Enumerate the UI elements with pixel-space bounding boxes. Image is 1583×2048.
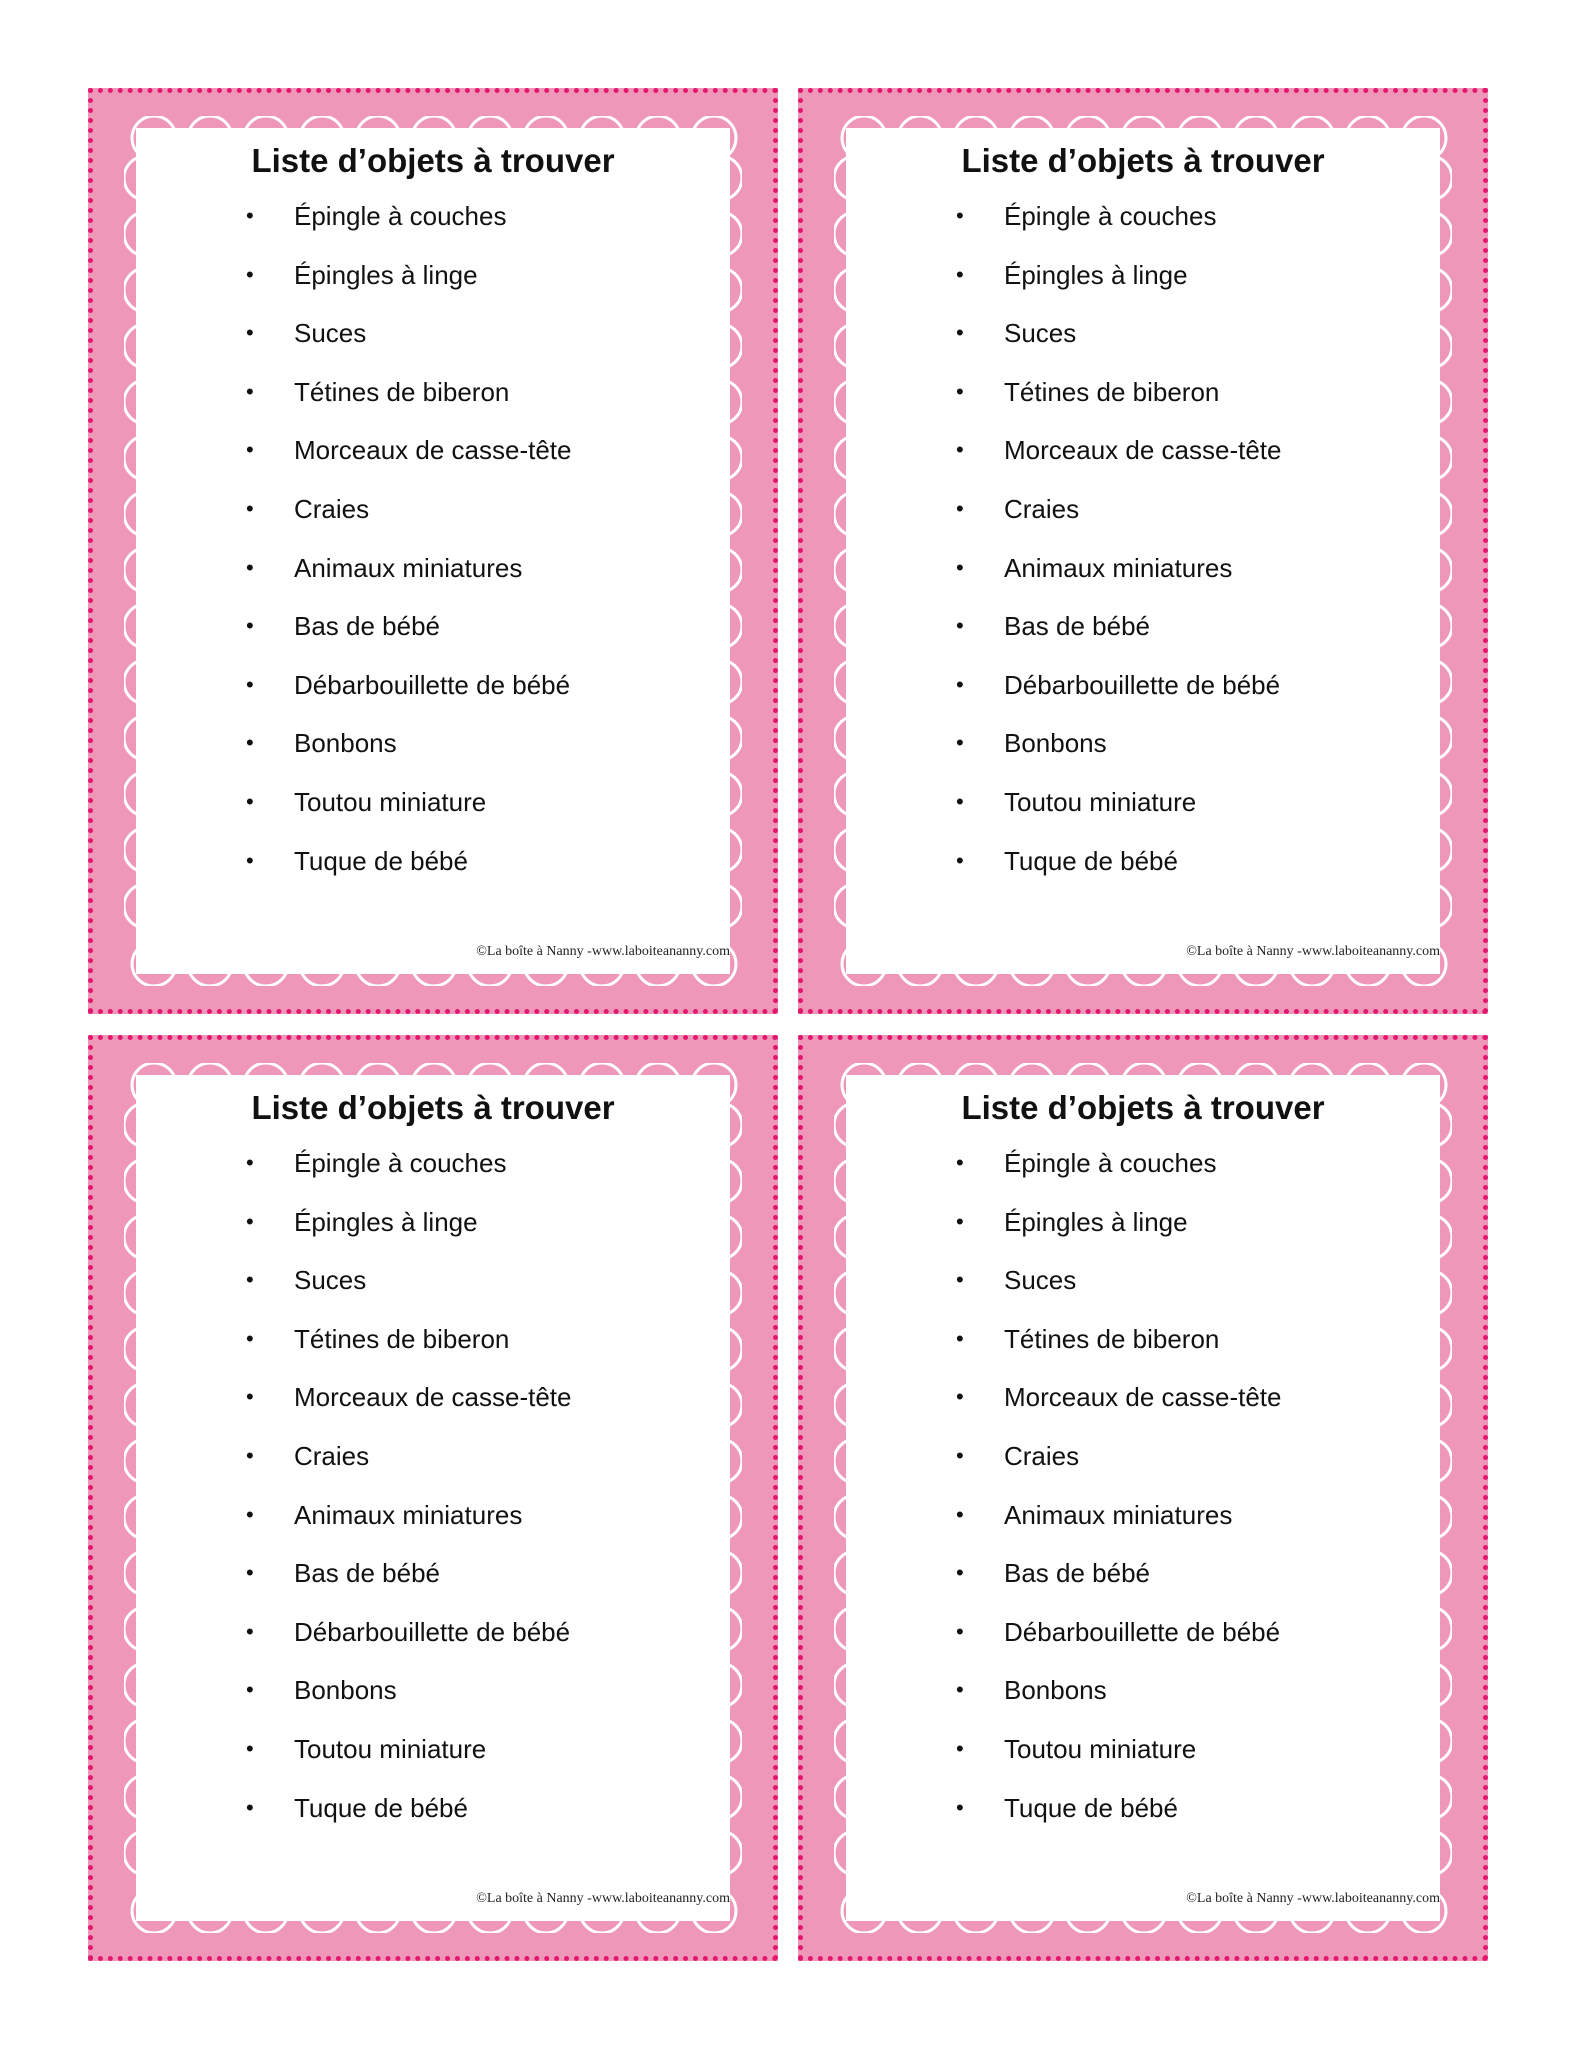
bullet-icon: • xyxy=(246,1618,254,1644)
list-item: • Bas de bébé xyxy=(246,611,441,642)
card-title: Liste d’objets à trouver xyxy=(251,1089,615,1126)
item-list xyxy=(246,201,720,904)
copyright-credit: ©La boîte à Nanny -www.laboiteananny.com xyxy=(476,1891,730,1906)
bullet-icon: • xyxy=(956,203,964,228)
card-panel xyxy=(136,1075,730,1921)
bullet-icon: • xyxy=(956,378,964,404)
list-item: • Morceaux de casse-tête xyxy=(246,435,572,466)
copyright-credit: ©La boîte à Nanny -www.laboiteananny.com xyxy=(476,944,730,959)
list-item: • Bonbons xyxy=(956,728,1107,759)
bullet-icon: • xyxy=(246,1267,254,1293)
card-panel xyxy=(846,1075,1440,1921)
bullet-icon: • xyxy=(956,495,964,521)
list-item: • Morceaux de casse-tête xyxy=(956,435,1282,466)
item-list xyxy=(246,1148,720,1851)
list-item: • Épingle à couches xyxy=(246,1148,507,1178)
bullet-icon: • xyxy=(956,261,964,287)
bullet-icon: • xyxy=(956,320,964,346)
bullet-icon: • xyxy=(956,1208,964,1234)
list-item: • Suces xyxy=(246,318,367,349)
list-item: • Toutou miniature xyxy=(246,786,487,817)
card-title: Liste d’objets à trouver xyxy=(961,142,1325,179)
copyright-credit: ©La boîte à Nanny -www.laboiteananny.com xyxy=(1186,944,1440,959)
bullet-icon: • xyxy=(246,554,254,580)
list-item: • Tétines de biberon xyxy=(246,376,510,407)
bullet-icon: • xyxy=(246,261,254,287)
bullet-icon: • xyxy=(956,1150,964,1175)
list-item: • Tétines de biberon xyxy=(246,1323,510,1354)
list-item: • Morceaux de casse-tête xyxy=(956,1382,1282,1413)
bullet-icon: • xyxy=(956,1677,964,1703)
card-4 xyxy=(798,1035,1488,1961)
bullet-icon: • xyxy=(956,1560,964,1586)
card-2 xyxy=(798,88,1488,1014)
bullet-icon: • xyxy=(246,730,254,756)
list-item: • Épingles à linge xyxy=(246,259,478,290)
bullet-icon: • xyxy=(956,1384,964,1410)
bullet-icon: • xyxy=(956,437,964,463)
bullet-icon: • xyxy=(246,1501,254,1527)
card-title: Liste d’objets à trouver xyxy=(251,142,615,179)
list-item: • Suces xyxy=(246,1265,367,1296)
list-item: • Tétines de biberon xyxy=(956,376,1220,407)
list-item: • Épingles à linge xyxy=(956,259,1188,290)
bullet-icon: • xyxy=(246,1794,254,1820)
bullet-icon: • xyxy=(956,1325,964,1351)
bullet-icon: • xyxy=(956,671,964,697)
bullet-icon: • xyxy=(246,788,254,814)
card-title: Liste d’objets à trouver xyxy=(961,1089,1325,1126)
list-item: • Craies xyxy=(956,1440,1080,1471)
bullet-icon: • xyxy=(246,1735,254,1761)
item-list xyxy=(956,1148,1430,1851)
bullet-icon: • xyxy=(956,1267,964,1293)
list-item: • Épingle à couches xyxy=(956,1148,1217,1178)
bullet-icon: • xyxy=(246,1442,254,1468)
list-item: • Débarbouillette de bébé xyxy=(956,669,1281,700)
list-item: • Débarbouillette de bébé xyxy=(246,1616,571,1647)
bullet-icon: • xyxy=(246,1208,254,1234)
bullet-icon: • xyxy=(246,495,254,521)
list-item: • Animaux miniatures xyxy=(246,552,523,583)
list-item: • Tuque de bébé xyxy=(246,1792,468,1823)
bullet-icon: • xyxy=(956,1794,964,1820)
list-item: • Épingle à couches xyxy=(246,201,507,231)
list-item: • Épingles à linge xyxy=(956,1206,1188,1237)
list-item: • Animaux miniatures xyxy=(956,1499,1233,1530)
list-item: • Bas de bébé xyxy=(956,1558,1151,1589)
bullet-icon: • xyxy=(956,1618,964,1644)
bullet-icon: • xyxy=(246,1677,254,1703)
bullet-icon: • xyxy=(246,320,254,346)
list-item: • Animaux miniatures xyxy=(246,1499,523,1530)
bullet-icon: • xyxy=(246,1150,254,1175)
list-item: • Bonbons xyxy=(246,1675,397,1706)
list-item: • Débarbouillette de bébé xyxy=(956,1616,1281,1647)
list-item: • Morceaux de casse-tête xyxy=(246,1382,572,1413)
bullet-icon: • xyxy=(246,378,254,404)
list-item: • Épingles à linge xyxy=(246,1206,478,1237)
card-panel xyxy=(846,128,1440,974)
bullet-icon: • xyxy=(246,203,254,228)
list-item: • Bas de bébé xyxy=(956,611,1151,642)
list-item: • Épingle à couches xyxy=(956,201,1217,231)
card-3 xyxy=(88,1035,778,1961)
item-list xyxy=(956,201,1430,904)
bullet-icon: • xyxy=(246,613,254,639)
list-item: • Débarbouillette de bébé xyxy=(246,669,571,700)
bullet-icon: • xyxy=(246,1325,254,1351)
bullet-icon: • xyxy=(246,437,254,463)
list-item: • Tuque de bébé xyxy=(246,845,468,876)
list-item: • Bonbons xyxy=(246,728,397,759)
list-item: • Tuque de bébé xyxy=(956,845,1178,876)
list-item: • Animaux miniatures xyxy=(956,552,1233,583)
list-item: • Toutou miniature xyxy=(956,1733,1197,1764)
list-item: • Bonbons xyxy=(956,1675,1107,1706)
list-item: • Suces xyxy=(956,318,1077,349)
bullet-icon: • xyxy=(246,847,254,873)
list-item: • Toutou miniature xyxy=(956,786,1197,817)
bullet-icon: • xyxy=(956,613,964,639)
bullet-icon: • xyxy=(956,788,964,814)
list-item: • Craies xyxy=(246,1440,370,1471)
bullet-icon: • xyxy=(246,1384,254,1410)
bullet-icon: • xyxy=(956,847,964,873)
copyright-credit: ©La boîte à Nanny -www.laboiteananny.com xyxy=(1186,1891,1440,1906)
bullet-icon: • xyxy=(956,554,964,580)
list-item: • Bas de bébé xyxy=(246,1558,441,1589)
bullet-icon: • xyxy=(956,1501,964,1527)
bullet-icon: • xyxy=(246,671,254,697)
list-item: • Tétines de biberon xyxy=(956,1323,1220,1354)
bullet-icon: • xyxy=(246,1560,254,1586)
list-item: • Craies xyxy=(246,493,370,524)
list-item: • Tuque de bébé xyxy=(956,1792,1178,1823)
card-panel xyxy=(136,128,730,974)
bullet-icon: • xyxy=(956,1735,964,1761)
list-item: • Craies xyxy=(956,493,1080,524)
list-item: • Suces xyxy=(956,1265,1077,1296)
list-item: • Toutou miniature xyxy=(246,1733,487,1764)
bullet-icon: • xyxy=(956,1442,964,1468)
bullet-icon: • xyxy=(956,730,964,756)
card-1 xyxy=(88,88,778,1014)
